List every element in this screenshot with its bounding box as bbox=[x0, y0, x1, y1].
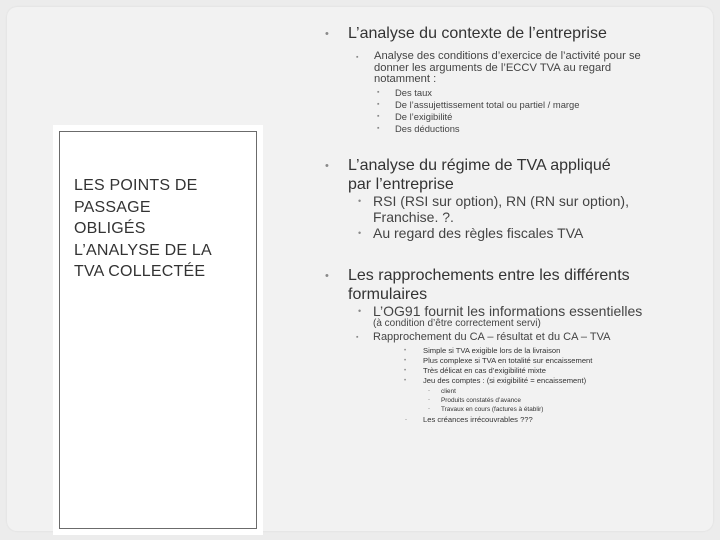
bullet-icon: ▪ bbox=[377, 113, 380, 120]
title-line: TVA COLLECTÉE bbox=[74, 263, 206, 280]
title-line: LES POINTS DE bbox=[74, 177, 198, 194]
bullet-icon: • bbox=[404, 378, 407, 384]
bullet-icon: ▪ bbox=[377, 89, 380, 96]
bullet-icon: • bbox=[325, 160, 329, 172]
title-line: L’ANALYSE DE LA bbox=[74, 241, 212, 259]
bullet-icon: • bbox=[404, 368, 407, 374]
dash-icon: - bbox=[428, 388, 430, 394]
dash-icon: - bbox=[428, 406, 430, 412]
bullet-icon: • bbox=[358, 228, 362, 238]
title-line: OBLIGÉS bbox=[74, 220, 146, 237]
title-line: PASSAGE bbox=[74, 198, 151, 216]
bullet-icon: ▪ bbox=[377, 101, 380, 108]
bullet-icon: • bbox=[358, 196, 362, 206]
section-3-og91-note: (à condition d’être correctement servi) bbox=[373, 318, 541, 329]
square-bullet-icon: ▪ bbox=[356, 334, 359, 341]
bullet-icon: • bbox=[325, 270, 329, 282]
bullet-icon: • bbox=[358, 306, 362, 316]
slide-title bbox=[74, 175, 254, 283]
bullet-icon: • bbox=[404, 358, 407, 364]
dash-icon: - bbox=[428, 397, 430, 403]
title-box bbox=[53, 125, 263, 535]
bullet-icon: • bbox=[404, 348, 407, 354]
slide: LES POINTS DE PASSAGE OBLIGÉS L’ANALYSE DE LA TVA COLLECTÉE • L’analyse du contexte de l’entreprise ▪ Analyse des conditions d’exercice de l’activité pour se donner les arguments de l’ECCV TVA au regard notamment : ▪ Des taux ▪ De l’assujettissement total ou partiel / marge ▪ De l’exigibilité ▪ Des déductions • L’analyse du régime de TVA appliqué par l’entreprise • RSI (RSI sur option), RN (RN sur option), Franchise. ?. • Au regard des règles fiscales TVA • Les rapprochements entre les différents formulaires • L’OG91 fournit les informations essentielles (à condition d’être correctement servi) ▪ Rapprochement du CA – résultat et du CA – TVA • Simple si TVA exigible lors de la livraison • Plus complexe si TVA en totalité sur encaissement • Très délicat en cas d’exigibilité mixte • Jeu des comptes : (si exigibilité = encaissement) - client - Produits constatés d’avance - Travaux en cours (factures à établir) - Les créances irrécouvrables ??? bbox=[7, 7, 713, 531]
dash-icon: - bbox=[405, 417, 407, 423]
bullet-icon: ▪ bbox=[377, 125, 380, 132]
bullet-icon: • bbox=[325, 28, 329, 40]
square-bullet-icon: ▪ bbox=[356, 54, 359, 61]
